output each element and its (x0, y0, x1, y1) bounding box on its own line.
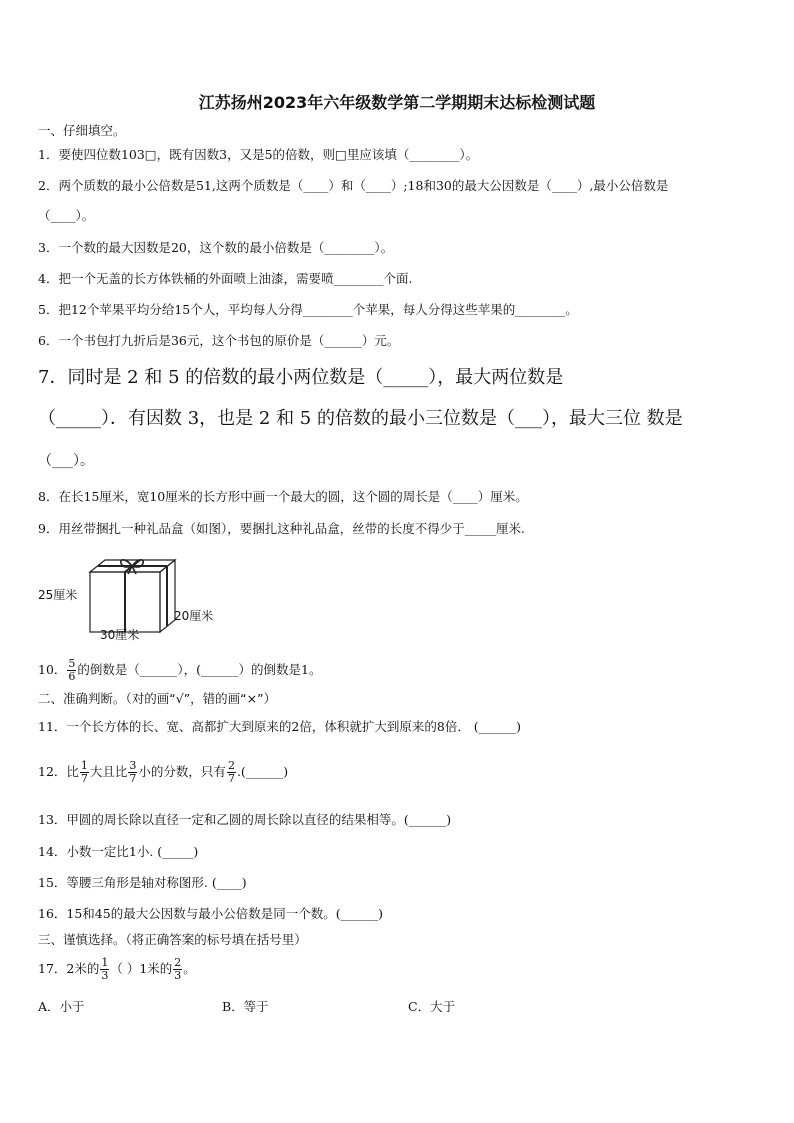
fraction-5-6: $\frac{5}{6}$ (68, 657, 76, 683)
fraction-2-7: $\frac{2}{7}$ (227, 759, 235, 785)
question-6: 6．一个书包打九折后是36元，这个书包的原价是（______）元。 (38, 333, 400, 348)
fraction-1-7: $\frac{1}{7}$ (80, 759, 88, 785)
question-1: 1．要使四位数103□，既有因数3，又是5的倍数，则□里应该填（________）。 (38, 147, 479, 162)
gift-box-figure (88, 556, 180, 636)
question-9: 9．用丝带捆扎一种礼品盒（如图），要捆扎这种礼品盒，丝带的长度不得少于_____厘米. (38, 521, 525, 536)
question-2-line-2: （____）。 (38, 208, 95, 223)
question-3: 3．一个数的最大因数是20，这个数的最小倍数是（________）。 (38, 240, 394, 255)
section-3-heading: 三、谨慎选择。（将正确答案的标号填在括号里） (38, 932, 307, 947)
question-4: 4．把一个无盖的长方体铁桶的外面喷上油漆，需要喷________个面. (38, 271, 413, 286)
question-14: 14．小数一定比1小. (_____) (38, 844, 199, 859)
option-c: C．大于 (408, 999, 456, 1014)
page-title: 江苏扬州2023年六年级数学第二学期期末达标检测试题 (198, 93, 596, 112)
question-7-line-2: （_____）．有因数 3，也是 2 和 5 的倍数的最小三位数是（___），最大三位 数是 (38, 408, 683, 429)
question-2-line-1: 2．两个质数的最小公倍数是51,这两个质数是（____）和（____）;18和30的最大公因数是（____）,最小公倍数是 (38, 178, 669, 193)
option-a: A．小于 (38, 999, 85, 1014)
question-13: 13．甲圆的周长除以直径一定和乙圆的周长除以直径的结果相等。(______) (38, 812, 452, 827)
fraction-1-3: $\frac{1}{3}$ (101, 956, 109, 982)
fraction-3-7: $\frac{3}{7}$ (129, 759, 137, 785)
question-5: 5．把12个苹果平均分给15个人，平均每人分得________个苹果，每人分得这些苹果的________。 (38, 302, 578, 317)
figure-height-label: 25厘米 (38, 588, 78, 602)
question-7-line-1: 7．同时是 2 和 5 的倍数的最小两位数是（_____），最大两位数是 (38, 367, 564, 388)
fraction-2-3: $\frac{2}{3}$ (174, 956, 182, 982)
question-12: 12．比 $\frac{1}{7}$ 大且比 $\frac{3}{7}$ 小的分数，只有 $\frac{2}{7}$ .(______) (38, 759, 289, 785)
question-17: 17．2米的 $\frac{1}{3}$ （ ）1米的 $\frac{2}{3}$ 。 (38, 956, 196, 982)
question-7-line-3: （___）。 (38, 453, 94, 469)
question-15: 15．等腰三角形是轴对称图形. (____) (38, 875, 247, 890)
section-1-heading: 一、仔细填空。 (38, 123, 126, 138)
question-11: 11．一个长方体的长、宽、高都扩大到原来的2倍，体积就扩大到原来的8倍． (______) (38, 719, 522, 734)
question-16: 16．15和45的最大公因数与最小公倍数是同一个数。(______) (38, 906, 383, 921)
figure-length-label: 30厘米 (100, 628, 140, 642)
section-2-heading: 二、准确判断。（对的画“√”，错的画“×”） (38, 691, 277, 706)
figure-width-label: 20厘米 (174, 609, 214, 623)
option-b: B．等于 (222, 999, 269, 1014)
question-10: 10． $\frac{5}{6}$ 的倒数是（______），(______）的倒数是1。 (38, 657, 322, 683)
question-8: 8．在长15厘米，宽10厘米的长方形中画一个最大的圆，这个圆的周长是（____）厘米。 (38, 489, 528, 504)
